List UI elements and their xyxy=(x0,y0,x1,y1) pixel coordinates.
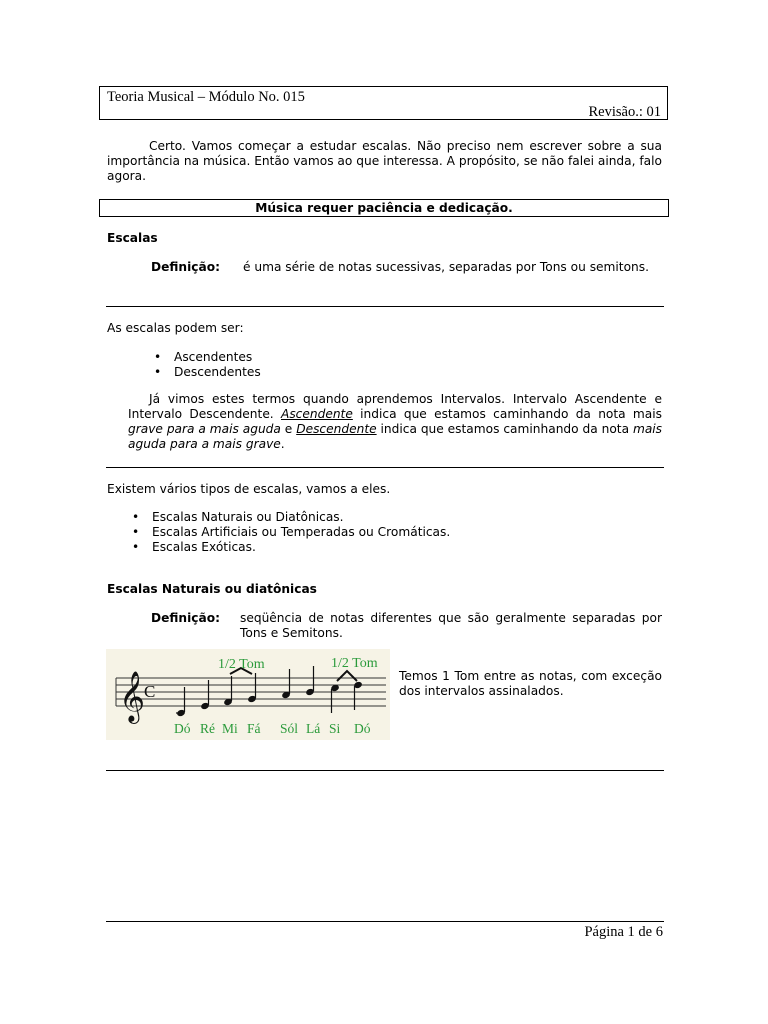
divider xyxy=(106,306,664,307)
page-number: Página 1 de 6 xyxy=(584,924,663,940)
descendente-term: Descendente xyxy=(296,422,377,436)
header-box xyxy=(99,86,668,120)
definition-text: é uma série de notas sucessivas, separadas por Tons ou semitons. xyxy=(243,260,649,274)
time-signature: C xyxy=(144,682,156,701)
svg-text:Dó: Dó xyxy=(354,721,371,736)
note-names xyxy=(174,721,371,736)
bullet-icon: • xyxy=(132,525,140,539)
definition-text: seqüência de notas diferentes que são geralmente separadas por Tons e Semitons. xyxy=(240,611,662,640)
section-title-escalas: Escalas xyxy=(107,231,158,245)
divider xyxy=(106,770,664,771)
bullet-icon: • xyxy=(132,510,140,524)
list-item: • Ascendentes xyxy=(154,350,253,364)
svg-text:Lá: Lá xyxy=(306,721,321,736)
definition-label: Definição: xyxy=(151,611,220,625)
intro-paragraph: Certo. Vamos começar a estudar escalas. Não preciso nem escrever sobre a sua importância na música. Então vamos ao que interessa. A propósito, se não falei ainda, falo agora. xyxy=(107,139,662,183)
highlight-box: Música requer paciência e dedicação. xyxy=(99,199,669,217)
scales-types-intro: As escalas podem ser: xyxy=(107,321,244,335)
divider xyxy=(106,467,664,468)
bullet-icon: • xyxy=(154,365,162,379)
scale-kinds-intro: Existem vários tipos de escalas, vamos a eles. xyxy=(107,482,391,496)
list-item: • Escalas Exóticas. xyxy=(132,540,256,554)
list-item: • Escalas Artificiais ou Temperadas ou Cromáticas. xyxy=(132,525,451,539)
treble-clef-icon: 𝄞 xyxy=(119,672,146,721)
revision-label: Revisão.: 01 xyxy=(588,104,661,120)
direction-list xyxy=(154,350,261,380)
intervals-note: Temos 1 Tom entre as notas, com exceção dos intervalos assinalados. xyxy=(399,669,662,698)
svg-text:Dó: Dó xyxy=(174,721,191,736)
svg-text:Ré: Ré xyxy=(200,721,215,736)
svg-text:Si: Si xyxy=(329,721,341,736)
scale-kinds-list xyxy=(132,510,451,555)
list-item: • Descendentes xyxy=(154,365,261,379)
ascendente-term: Ascendente xyxy=(280,407,353,421)
music-staff-figure xyxy=(106,649,390,740)
half-tone-label: 1/2 Tom xyxy=(331,656,378,671)
bullet-icon: • xyxy=(132,540,140,554)
definition-label: Definição: xyxy=(151,260,220,274)
document-title: Teoria Musical – Módulo No. 015 xyxy=(107,89,305,105)
section-title-natural-scales: Escalas Naturais ou diatônicas xyxy=(107,582,317,596)
intervals-paragraph: Já vimos estes termos quando aprendemos Intervalos. Intervalo Ascendente e Intervalo Descendente. Ascendente indica que estamos caminhando da nota mais grave para a mais aguda e Descendente indica que estamos caminhando da nota mais aguda para a mais grave. xyxy=(128,392,663,451)
bullet-icon: • xyxy=(154,350,162,364)
half-tone-label: 1/2 Tom xyxy=(218,657,265,672)
svg-text:Sól: Sól xyxy=(280,721,299,736)
list-item: • Escalas Naturais ou Diatônicas. xyxy=(132,510,344,524)
svg-text:Fá: Fá xyxy=(247,721,261,736)
svg-text:Mi: Mi xyxy=(222,721,238,736)
footer-divider xyxy=(106,921,664,922)
